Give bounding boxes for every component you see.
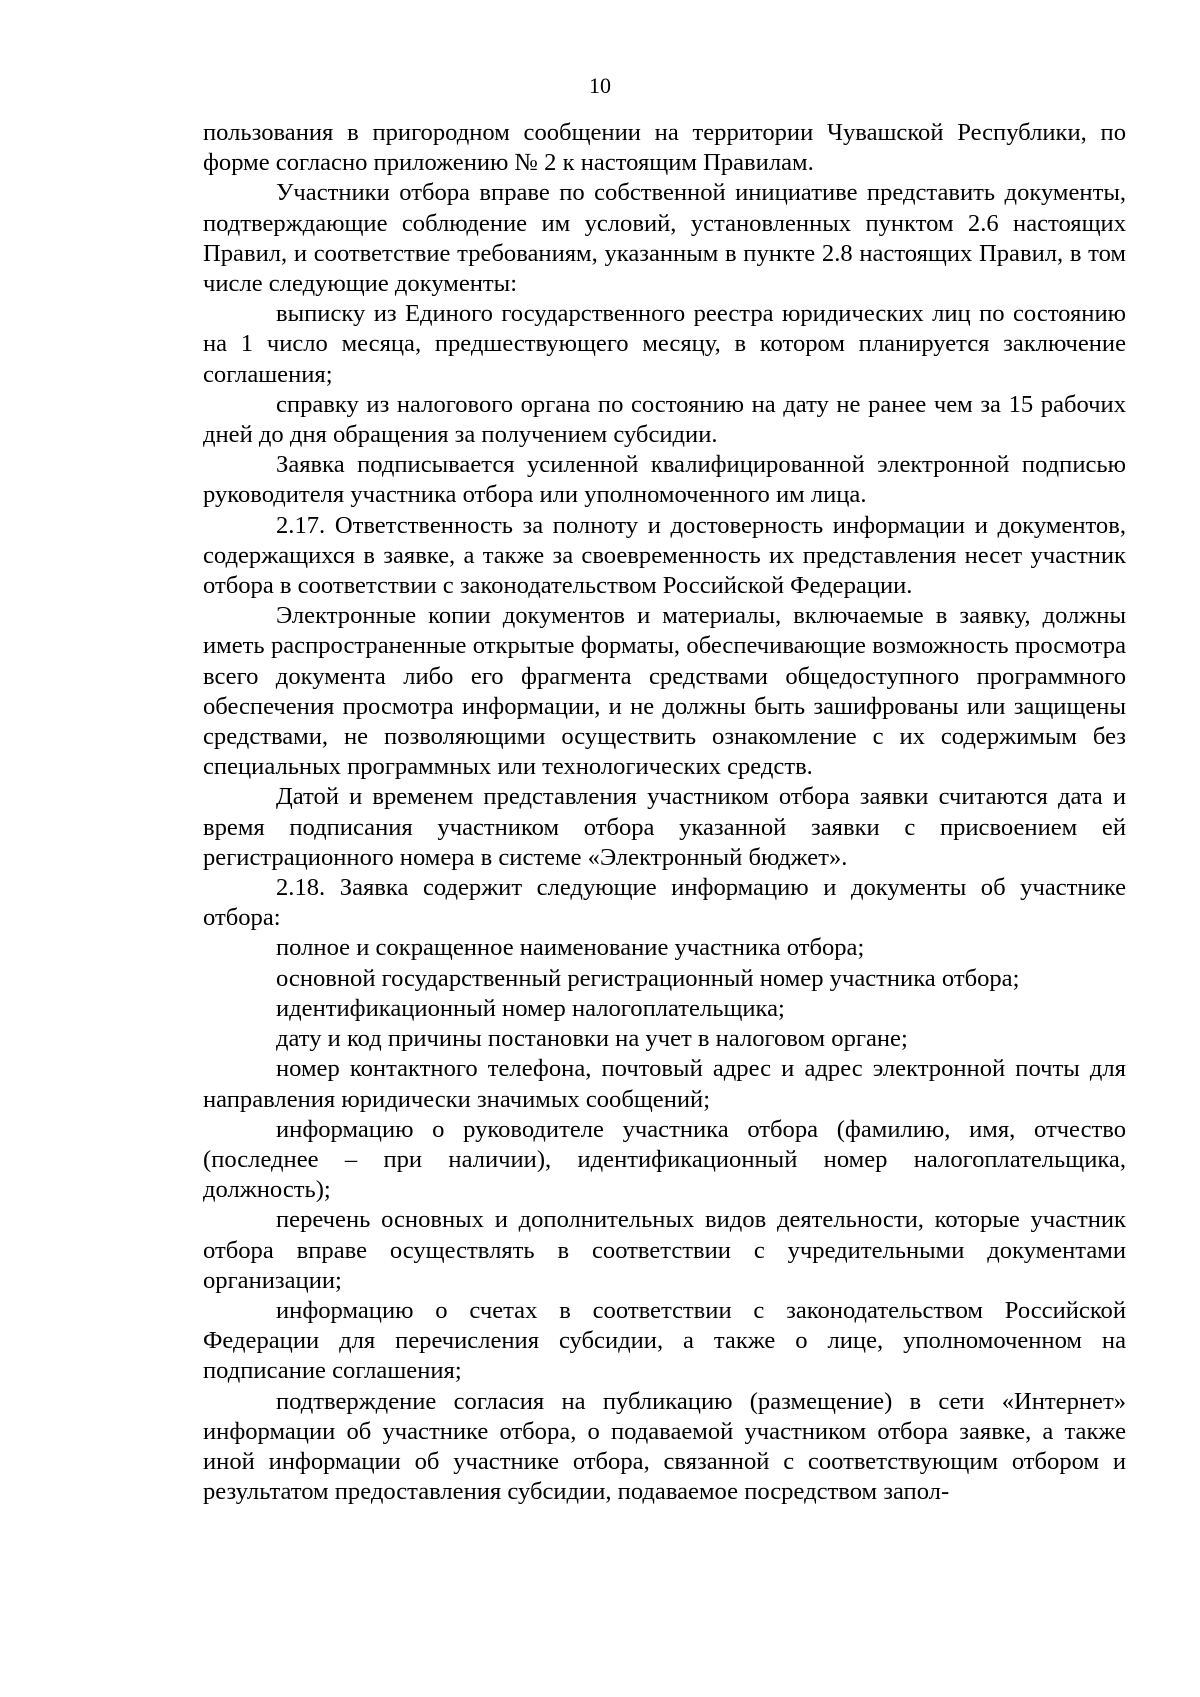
paragraph: справку из налогового органа по состоянию на дату не ранее чем за 15 рабочих дней до дня обращения за получением субсидии.: [203, 390, 1126, 449]
list-item: подтверждение согласия на публикацию (размещение) в сети «Интернет» информации об участнике отбора, о подаваемой участником отбора заявке, а также иной информации об участнике отбора, связанной с соответствующим отбором и результатом предоставления субсидии, подаваемое посредством запол-: [203, 1387, 1126, 1506]
page-number: 10: [589, 73, 611, 98]
list-item: основной государственный регистрационный номер участника отбора;: [276, 964, 1020, 992]
list-item: дату и код причины постановки на учет в налоговом органе;: [276, 1025, 908, 1053]
paragraph: Датой и временем представления участником отбора заявки считаются дата и время подписания участником отбора указанной заявки с присвоением ей регистрационного номера в системе «Электронный бюджет».: [203, 783, 1126, 871]
list-item: идентификационный номер налогоплательщика;: [276, 994, 785, 1022]
paragraph: 2.17. Ответственность за полноту и достоверность информации и документов, содержащихся в заявке, а также за своевременность их представления несет участник отбора в соответствии с законодательством Российской Федерации.: [203, 511, 1126, 600]
paragraph: 2.18. Заявка содержит следующие информацию и документы об участнике отбора:: [203, 874, 1126, 932]
paragraph: выписку из Единого государственного реестра юридических лиц по состоянию на 1 число месяца, предшествующего месяцу, в котором планируется заключение соглашения;: [203, 300, 1126, 388]
paragraph: Участники отбора вправе по собственной инициативе представить документы, подтверждающие соблюдение им условий, установленных пунктом 2.6 настоящих Правил, и соответствие требованиям, указанным в пункте 2.8 настоящих Правил, в том числе следующие документы:: [203, 179, 1126, 298]
list-item: информацию о руководителе участника отбора (фамилию, имя, отчество (последнее – при наличии), идентификационный номер налогоплательщика, должность);: [203, 1115, 1126, 1204]
list-item: номер контактного телефона, почтовый адрес и адрес электронной почты для направления юридически значимых сообщений;: [203, 1055, 1126, 1113]
list-item: информацию о счетах в соответствии с законодательством Российской Федерации для перечисления субсидии, а также о лице, уполномоченном на подписание соглашения;: [203, 1296, 1126, 1385]
paragraph: пользования в пригородном сообщении на территории Чувашской Республики, по форме согласно приложению № 2 к настоящим Правилам.: [203, 119, 1126, 177]
list-item: полное и сокращенное наименование участника отбора;: [276, 934, 865, 962]
document-body: [203, 118, 1126, 1507]
paragraph: Электронные копии документов и материалы, включаемые в заявку, должны иметь распространенные открытые форматы, обеспечивающие возможность просмотра всего документа либо его фрагмента средствами общедоступного программного обеспечения просмотра информации, и не должны быть зашифрованы или защищены средствами, не позволяющими осуществить ознакомление с их содержимым без специальных программных или технологических средств.: [203, 602, 1126, 781]
list-item: перечень основных и дополнительных видов деятельности, которые участник отбора вправе осуществлять в соответствии с учредительными документами организации;: [203, 1206, 1126, 1294]
paragraph: Заявка подписывается усиленной квалифицированной электронной подписью руководителя участника отбора или уполномоченного им лица.: [203, 451, 1126, 509]
